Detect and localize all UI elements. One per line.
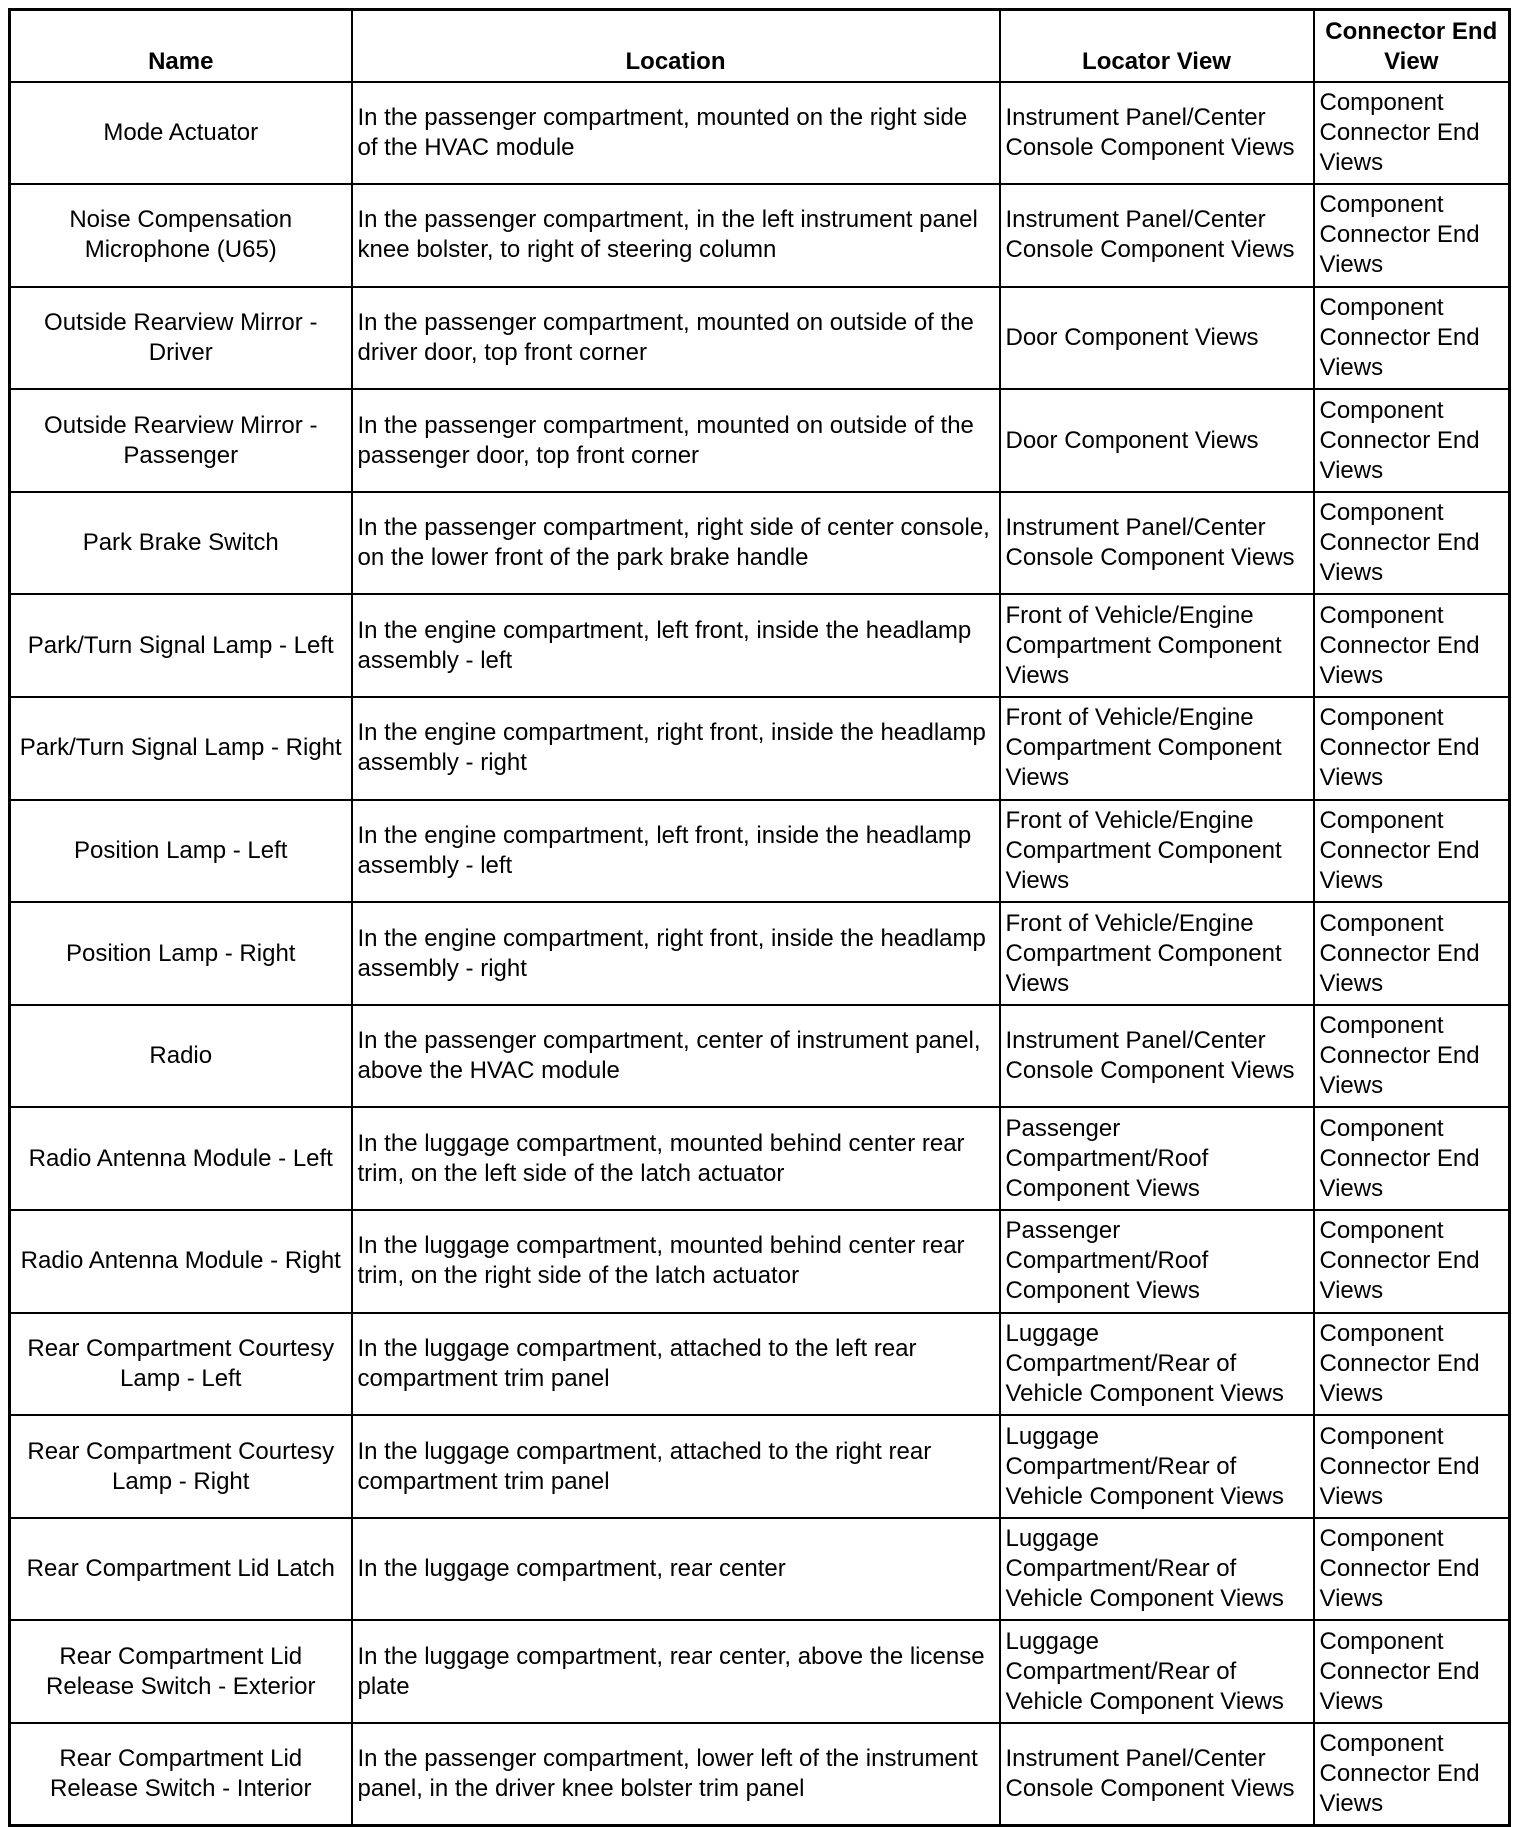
cell-name: Outside Rearview Mirror - Passenger	[10, 389, 352, 492]
table-row	[10, 1210, 1510, 1313]
table-body	[10, 82, 1510, 1826]
cell-connector-end-view: Component Connector End Views	[1314, 1415, 1510, 1518]
cell-name: Park Brake Switch	[10, 492, 352, 595]
cell-connector-end-view: Component Connector End Views	[1314, 1518, 1510, 1621]
header-locator-view: Locator View	[1000, 10, 1314, 82]
cell-location: In the luggage compartment, mounted behind center rear trim, on the left side of the latch actuator	[352, 1107, 1000, 1210]
cell-locator-view: Door Component Views	[1000, 287, 1314, 390]
table-row	[10, 1005, 1510, 1108]
cell-locator-view: Instrument Panel/Center Console Component Views	[1000, 1005, 1314, 1108]
cell-locator-view: Front of Vehicle/Engine Compartment Component Views	[1000, 902, 1314, 1005]
header-row	[10, 10, 1510, 82]
cell-location: In the passenger compartment, right side of center console, on the lower front of the park brake handle	[352, 492, 1000, 595]
cell-name: Park/Turn Signal Lamp - Left	[10, 594, 352, 697]
cell-name: Rear Compartment Lid Release Switch - Interior	[10, 1723, 352, 1826]
table-row	[10, 1723, 1510, 1826]
cell-location: In the luggage compartment, mounted behind center rear trim, on the right side of the latch actuator	[352, 1210, 1000, 1313]
cell-location: In the luggage compartment, rear center	[352, 1518, 1000, 1621]
table-row	[10, 82, 1510, 185]
header-location: Location	[352, 10, 1000, 82]
cell-location: In the luggage compartment, rear center, above the license plate	[352, 1620, 1000, 1723]
cell-name: Rear Compartment Courtesy Lamp - Left	[10, 1313, 352, 1416]
cell-location: In the passenger compartment, center of instrument panel, above the HVAC module	[352, 1005, 1000, 1108]
cell-connector-end-view: Component Connector End Views	[1314, 1723, 1510, 1826]
table-header	[10, 10, 1510, 82]
cell-connector-end-view: Component Connector End Views	[1314, 1620, 1510, 1723]
cell-connector-end-view: Component Connector End Views	[1314, 184, 1510, 287]
cell-name: Radio	[10, 1005, 352, 1108]
table-row	[10, 697, 1510, 800]
cell-locator-view: Instrument Panel/Center Console Component Views	[1000, 82, 1314, 185]
table-row	[10, 902, 1510, 1005]
header-connector-end-view: Connector End View	[1314, 10, 1510, 82]
component-locator-table	[8, 8, 1511, 1827]
cell-connector-end-view: Component Connector End Views	[1314, 389, 1510, 492]
cell-locator-view: Passenger Compartment/Roof Component Views	[1000, 1210, 1314, 1313]
cell-location: In the engine compartment, left front, inside the headlamp assembly - left	[352, 594, 1000, 697]
cell-connector-end-view: Component Connector End Views	[1314, 1210, 1510, 1313]
table-row	[10, 492, 1510, 595]
cell-location: In the passenger compartment, lower left of the instrument panel, in the driver knee bolster trim panel	[352, 1723, 1000, 1826]
cell-name: Mode Actuator	[10, 82, 352, 185]
cell-name: Position Lamp - Left	[10, 800, 352, 903]
cell-connector-end-view: Component Connector End Views	[1314, 287, 1510, 390]
header-name: Name	[10, 10, 352, 82]
cell-connector-end-view: Component Connector End Views	[1314, 594, 1510, 697]
table-row	[10, 594, 1510, 697]
cell-location: In the engine compartment, right front, inside the headlamp assembly - right	[352, 902, 1000, 1005]
cell-locator-view: Luggage Compartment/Rear of Vehicle Component Views	[1000, 1620, 1314, 1723]
cell-name: Rear Compartment Lid Latch	[10, 1518, 352, 1621]
cell-name: Park/Turn Signal Lamp - Right	[10, 697, 352, 800]
cell-name: Noise Compensation Microphone (U65)	[10, 184, 352, 287]
cell-locator-view: Luggage Compartment/Rear of Vehicle Component Views	[1000, 1518, 1314, 1621]
cell-locator-view: Instrument Panel/Center Console Component Views	[1000, 1723, 1314, 1826]
cell-name: Rear Compartment Lid Release Switch - Exterior	[10, 1620, 352, 1723]
cell-locator-view: Front of Vehicle/Engine Compartment Component Views	[1000, 697, 1314, 800]
cell-name: Outside Rearview Mirror - Driver	[10, 287, 352, 390]
cell-locator-view: Front of Vehicle/Engine Compartment Component Views	[1000, 594, 1314, 697]
cell-locator-view: Instrument Panel/Center Console Component Views	[1000, 492, 1314, 595]
cell-name: Position Lamp - Right	[10, 902, 352, 1005]
cell-locator-view: Door Component Views	[1000, 389, 1314, 492]
table-row	[10, 1107, 1510, 1210]
cell-connector-end-view: Component Connector End Views	[1314, 697, 1510, 800]
cell-connector-end-view: Component Connector End Views	[1314, 902, 1510, 1005]
table-row	[10, 1313, 1510, 1416]
cell-connector-end-view: Component Connector End Views	[1314, 800, 1510, 903]
cell-name: Radio Antenna Module - Right	[10, 1210, 352, 1313]
cell-locator-view: Passenger Compartment/Roof Component Views	[1000, 1107, 1314, 1210]
table-row	[10, 287, 1510, 390]
cell-connector-end-view: Component Connector End Views	[1314, 1005, 1510, 1108]
table-row	[10, 184, 1510, 287]
cell-locator-view: Instrument Panel/Center Console Component Views	[1000, 184, 1314, 287]
cell-name: Rear Compartment Courtesy Lamp - Right	[10, 1415, 352, 1518]
table-row	[10, 800, 1510, 903]
cell-location: In the passenger compartment, mounted on outside of the passenger door, top front corner	[352, 389, 1000, 492]
table-row	[10, 1415, 1510, 1518]
cell-location: In the luggage compartment, attached to the left rear compartment trim panel	[352, 1313, 1000, 1416]
cell-locator-view: Luggage Compartment/Rear of Vehicle Component Views	[1000, 1313, 1314, 1416]
cell-location: In the passenger compartment, mounted on outside of the driver door, top front corner	[352, 287, 1000, 390]
cell-location: In the engine compartment, right front, inside the headlamp assembly - right	[352, 697, 1000, 800]
cell-connector-end-view: Component Connector End Views	[1314, 1107, 1510, 1210]
table-row	[10, 1620, 1510, 1723]
table-row	[10, 389, 1510, 492]
cell-locator-view: Front of Vehicle/Engine Compartment Component Views	[1000, 800, 1314, 903]
cell-connector-end-view: Component Connector End Views	[1314, 492, 1510, 595]
cell-locator-view: Luggage Compartment/Rear of Vehicle Component Views	[1000, 1415, 1314, 1518]
cell-connector-end-view: Component Connector End Views	[1314, 1313, 1510, 1416]
cell-location: In the passenger compartment, mounted on the right side of the HVAC module	[352, 82, 1000, 185]
cell-location: In the passenger compartment, in the left instrument panel knee bolster, to right of steering column	[352, 184, 1000, 287]
table-row	[10, 1518, 1510, 1621]
cell-location: In the luggage compartment, attached to the right rear compartment trim panel	[352, 1415, 1000, 1518]
cell-connector-end-view: Component Connector End Views	[1314, 82, 1510, 185]
cell-name: Radio Antenna Module - Left	[10, 1107, 352, 1210]
cell-location: In the engine compartment, left front, inside the headlamp assembly - left	[352, 800, 1000, 903]
component-locator-table-container	[8, 8, 1508, 1827]
